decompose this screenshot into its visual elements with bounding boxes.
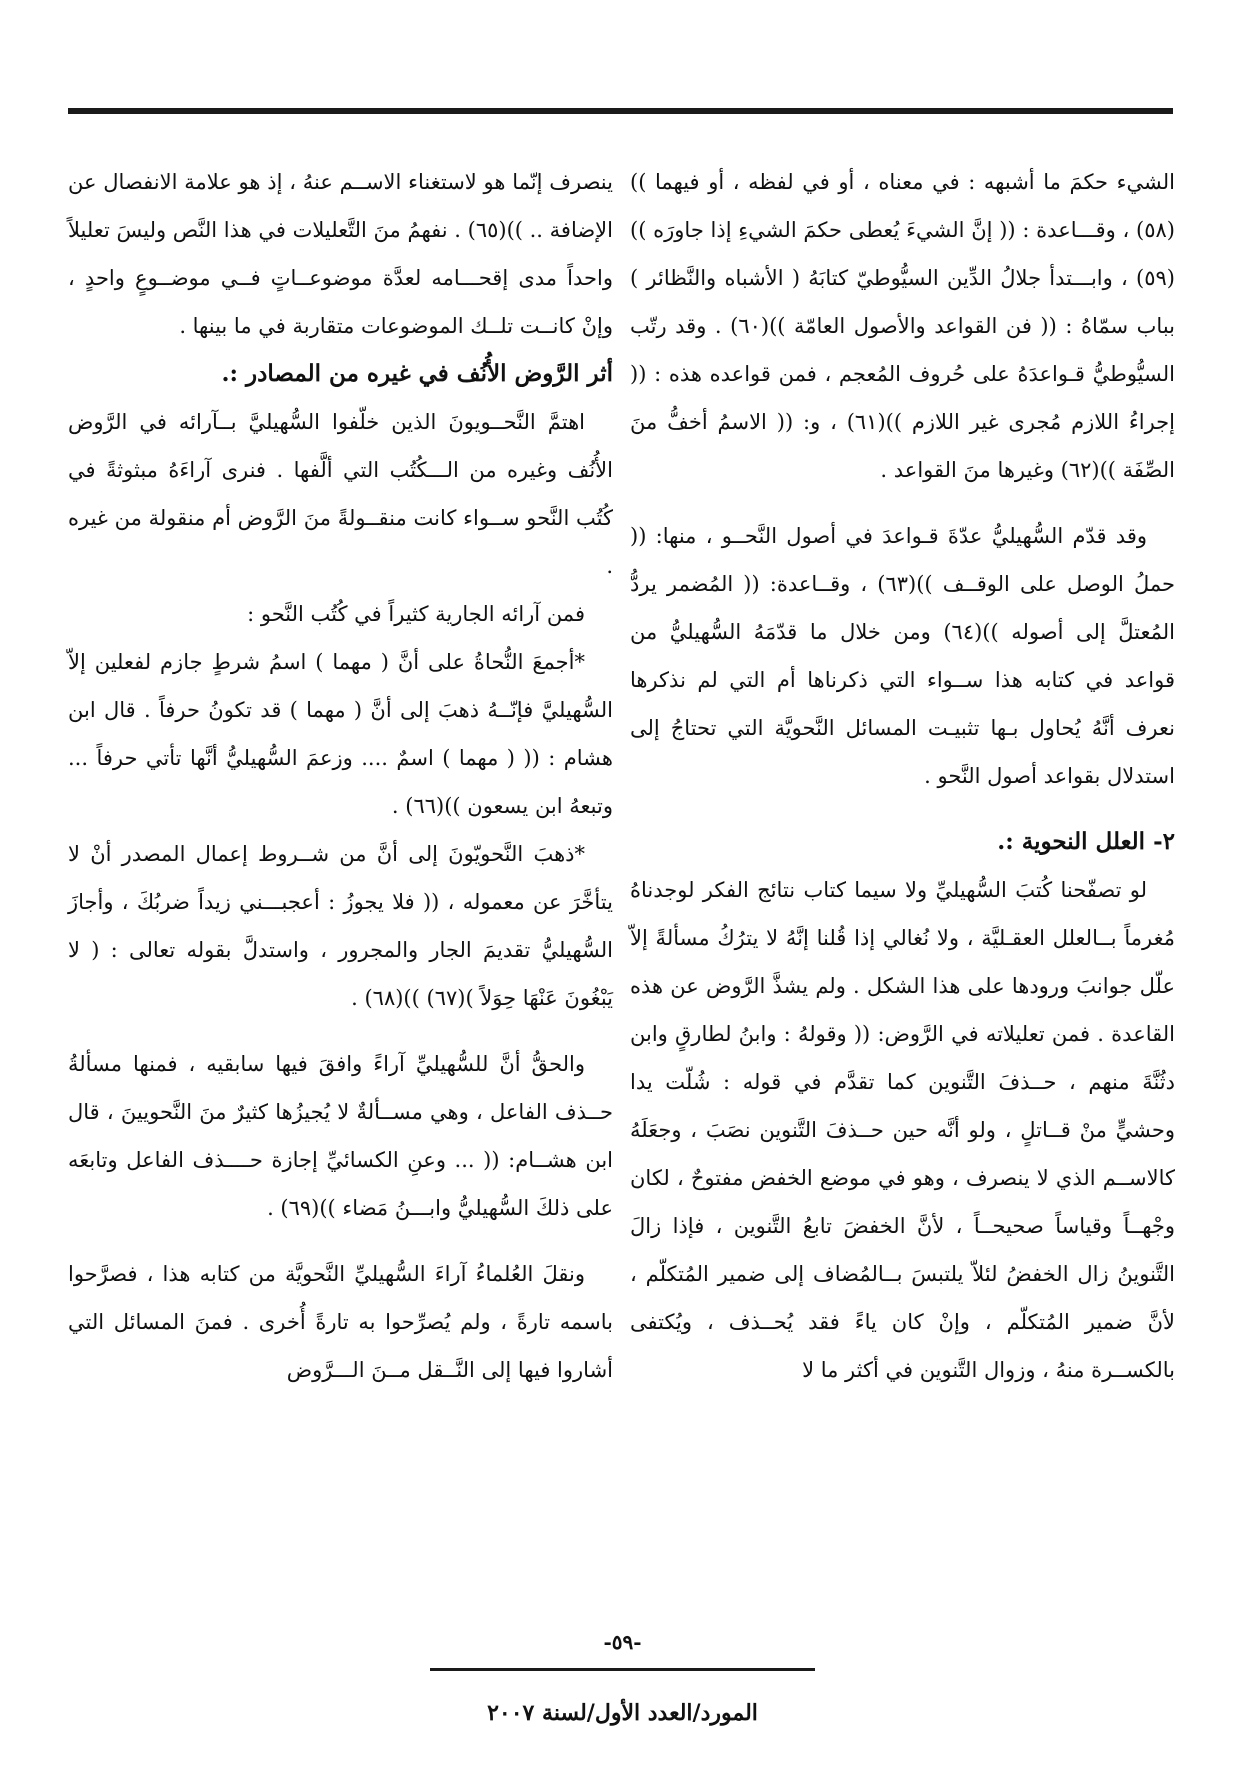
top-rule [68,108,1173,114]
paragraph: اهتمَّ النَّحــويونَ الذين خلّفوا السُّهيليَّ بــآرائه في الرَّوض الأُنُف وغيره من الـــكُتُب التي ألَّفها . فنرى آراءَهُ مبثوثةً في كُتُب النَّحو ســواء كانت منقــولةً منَ الرَّوض أم منقولة من غيره . [68,410,613,578]
journal-info: المورد/العدد الأول/لسنة ٢٠٠٧ [487,1700,758,1726]
left-column [68,158,613,1394]
paragraph: فمن آرائه الجارية كثيراً في كُتُب النَّحو : [247,602,585,626]
section-heading: أثر الرَّوض الأُنُف في غيره من المصادر :. [221,360,613,387]
paragraph: لو تصفّحنا كُتبَ السُّهيليِّ ولا سيما كتاب نتائج الفكر لوجدناهُ مُغرماً بــالعلل العقـليَّة ، ولا نُغالي إذا قُلنا إنَّهُ لا يترُكُ مسألةً إلاّ علّل جوانبَ ورودها على هذا الشكل . ولم يشذَّ الرَّوض عن هذه القاعدة . فمن تعليلاته في الرَّوض: (( وقولهُ : وابنُ لطارقٍ وابن دثُنَّةَ منهم ، حــذفَ التَّنوين كما تقدَّم في قوله : شُلّت يدا وحشيٍّ منْ قــاتلٍ ، ولو أنَّه حين حــذفَ التَّنوين نصَبَ ، وجعَلَهُ كالاســم الذي لا ينصرف ، وهو في موضع الخفض مفتوحٌ ، لكان وجْهــاً وقياساً صحيحــاً ، لأنَّ الخفضَ تابعُ التَّنوين ، فإذا زالَ التَّنوينُ زال الخفضُ لئلاّ يلتبسَ بــالمُضاف إلى ضمير المُتكلّم ، لأنَّ ضمير المُتكلّم ، وإنْ كان ياءً فقد يُحــذف ، ويُكتفى بالكســرة منهُ ، وزوال التَّنوين في أكثر ما لا [630,878,1175,1382]
section-heading: ٢- العلل النحوية :. [997,828,1175,855]
paragraph: ونقلَ العُلماءُ آراءَ السُّهيليِّ النَّحويَّة من كتابه هذا ، فصرَّحوا باسمه تارةً ، ولم يُصرِّحوا به تارةً أُخرى . فمنَ المسائل التي أشاروا فيها إلى النَّــقل مــنَ الـــرَّوض [68,1262,613,1382]
paragraph: *أجمعَ النُّحاةُ على أنَّ ( مهما ) اسمُ شرطٍ جازم لفعلين إلاّ السُّهيليَّ فإنّــهُ ذهبَ إلى أنَّ ( مهما ) قد تكونُ حرفاً . قال ابن هشام : (( ( مهما ) اسمٌ .... وزعمَ السُّهيليُّ أنَّها تأتي حرفاً ... وتبعهُ ابن يسعون ))(٦٦) . [68,650,613,818]
paragraph: وقد قدّم السُّهيليُّ عدّةَ قـواعدَ في أصول النَّحــو ، منها: (( حملُ الوصل على الوقــف ))(٦٣) ، وقــاعدة: (( المُضمر يردُّ المُعتلَّ إلى أصوله ))(٦٤) ومن خلال ما قدّمَهُ السُّهيليُّ من قواعد في كتابه هذا ســواء التي ذكرناها أم التي لم نذكرها نعرف أنَّهُ يُحاول بـها تثبيـت المسائل النَّحويَّة التي تحتاجُ إلى استدلال بقواعد أصول النَّحو . [630,524,1175,788]
footer-rule [430,1668,815,1671]
page-number: -٥٩- [603,1630,642,1654]
paragraph: والحقُّ أنَّ للسُّهيليِّ آراءً وافقَ فيها سابقيه ، فمنها مسألةُ حــذف الفاعل ، وهي مســألةٌ لا يُجيزُها كثيرٌ منَ النَّحويينَ ، قال ابن هشــام: (( ... وعنِ الكسائيِّ إجازة حــــذف الفاعل وتابعَه على ذلكَ السُّهيليُّ وابـــنُ مَضاء ))(٦٩) . [68,1052,613,1220]
paragraph: الشيء حكمَ ما أشبهه : في معناه ، أو في لفظه ، أو فيهما ))(٥٨) ، وقـــاعدة : (( إنَّ الشيءَ يُعطى حكمَ الشيءِ إذا جاورَه ))(٥٩) ، وابـــتدأ جلالُ الدِّين السيُّوطيّ كتابَهُ ( الأشباه والنَّظائر ) بباب سمّاهُ : (( فن القواعد والأصول العامّة ))(٦٠) . وقد رتّب السيُّوطيُّ قـواعدَهُ على حُروف المُعجم ، فمن قواعده هذه : (( إجراءُ اللازم مُجرى غير اللازم ))(٦١) ، و: (( الاسمُ أخفُّ منَ الصِّفَة ))(٦٢) وغيرها منَ القواعد . [630,170,1176,482]
right-column [630,158,1175,1394]
paragraph: ينصرف إنّما هو لاستغناء الاســم عنهُ ، إذ هو علامة الانفصال عن الإضافة .. ))(٦٥) . نفهمُ منَ التَّعليلات في هذا النَّص وليسَ تعليلاً واحداً مدى إقحـــامه لعدَّة موضوعــاتٍ فــي موضــوعٍ واحدٍ ، وإنْ كانــت تلــك الموضوعات متقاربة في ما بينها . [68,170,613,338]
paragraph: *ذهبَ النَّحويّونَ إلى أنَّ من شــروط إعمال المصدر أنْ لا يتأخَّرَ عن معموله ، (( فلا يجوزُ : أعجبـــني زيداً ضربُكَ ، وأجازَ السُّهيليُّ تقديمَ الجار والمجرور ، واستدلَّ بقوله تعالى : ( لا يَبْغُونَ عَنْهَا حِوَلاً )(٦٧) ))(٦٨) . [68,842,613,1010]
